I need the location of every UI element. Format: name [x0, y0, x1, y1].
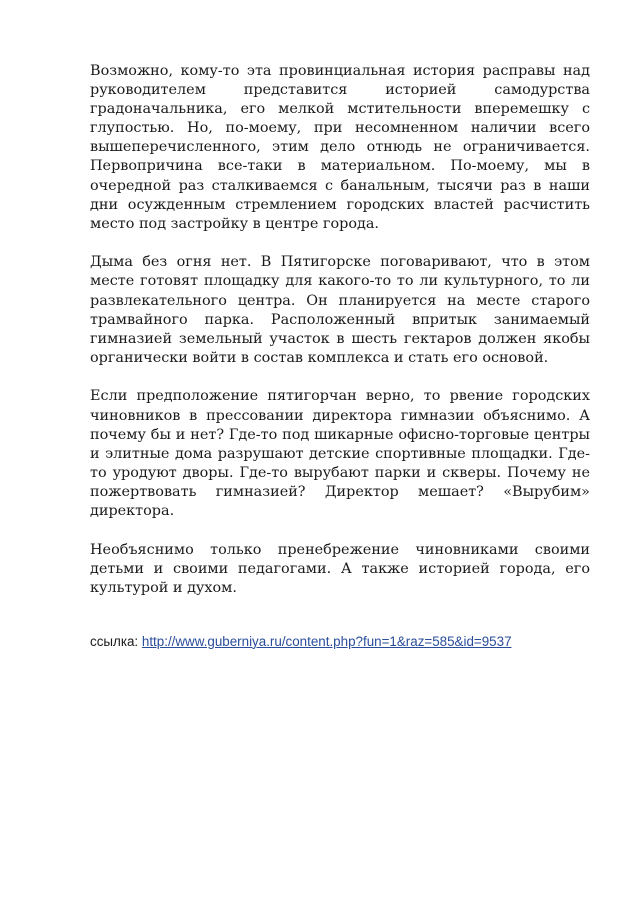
source-link[interactable]: http://www.guberniya.ru/content.php?fun=1&raz=585&id=9537: [141, 633, 512, 649]
paragraph-1: Возможно, кому-то эта провинциальная история расправы над руководителем представится историей самодурства градоначальника, его мелкой мстительности вперемешку с глупостью. Но, по-моему, при несомненном наличии всего вышеперечисленного, этим дело отнюдь не ограничивается. Первопричина все-таки в материальном. По-моему, мы в очередной раз сталкиваемся с банальным, тысячи раз в наши дни осужденным стремлением городских властей расчистить место под застройку в центре города.: [90, 63, 590, 232]
source-link-label: ссылка:: [90, 633, 139, 649]
paragraph-4: Необъяснимо только пренебрежение чиновниками своими детьми и своими педагогами. А также историей города, его культурой и духом.: [90, 541, 590, 596]
document-page: [90, 62, 590, 651]
paragraph-3: Если предположение пятигорчан верно, то рвение городских чиновников в прессовании директора гимназии объяснимо. А почему бы и нет? Где-то под шикарные офисно-торговые центры и элитные дома разрушают детские спортивные площадки. Где-то уродуют дворы. Где-то вырубают парки и скверы. Почему не пожертвовать гимназией? Директор мешает? «Вырубим» директора.: [90, 388, 590, 519]
paragraph-2: Дыма без огня нет. В Пятигорске поговаривают, что в этом месте готовят площадку для какого-то то ли культурного, то ли развлекательного центра. Он планируется на месте старого трамвайного парка. Расположенный впритык занимаемый гимназией земельный участок в шесть гектаров должен якобы органически войти в состав комплекса и стать его основой.: [90, 254, 590, 366]
source-link-line: [90, 633, 590, 651]
